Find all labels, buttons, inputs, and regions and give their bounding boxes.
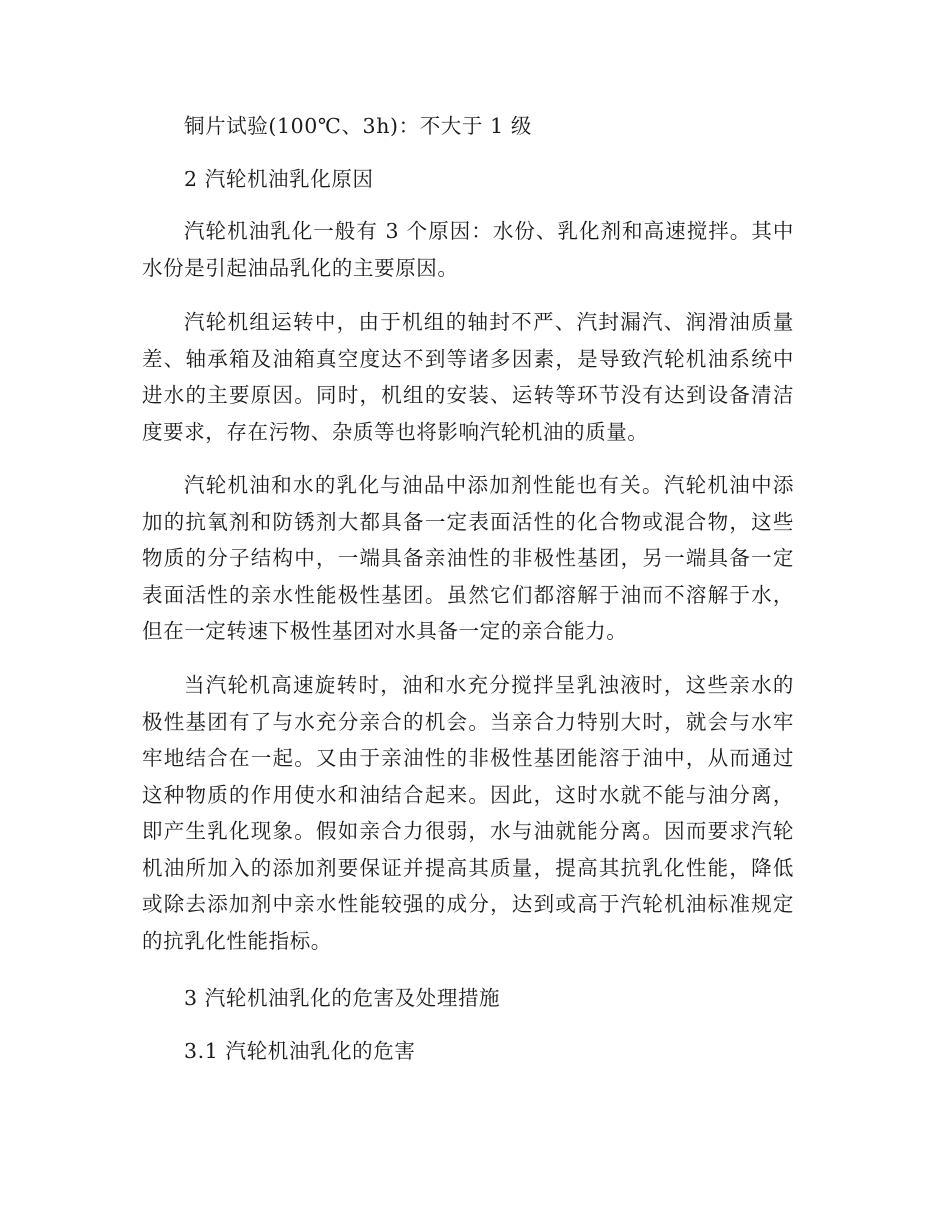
section-heading-2: 2 汽轮机油乳化原因 bbox=[184, 167, 374, 191]
paragraph-additives: 汽轮机油和水的乳化与油品中添加剂性能也有关。汽轮机油中添加的抗氧剂和防锈剂大都具备一定表面活性的化合物或混合物，这些物质的分子结构中，一端具备亲油性的非极性基团，另一端具备一定表面活性的亲水性能极性基团。虽然它们都溶解于油而不溶解于水，但在一定转速下极性基团对水具备一定的亲合能力。 bbox=[142, 473, 794, 643]
paragraph-emulsion-causes: 汽轮机油乳化一般有 3 个原因：水份、乳化剂和高速搅拌。其中水份是引起油品乳化的主要原因。 bbox=[142, 219, 794, 280]
section-heading-3: 3 汽轮机油乳化的危害及处理措施 bbox=[184, 986, 501, 1010]
subsection-heading-3-1: 3.1 汽轮机油乳化的危害 bbox=[184, 1039, 416, 1063]
paragraph-emulsion-mechanism: 当汽轮机高速旋转时，油和水充分搅拌呈乳浊液时，这些亲水的极性基团有了与水充分亲合的机会。当亲合力特别大时，就会与水牢牢地结合在一起。又由于亲油性的非极性基团能溶于油中，从而通过这种物质的作用使水和油结合起来。因此，这时水就不能与油分离，即产生乳化现象。假如亲合力很弱，水与油就能分离。因而要求汽轮机油所加入的添加剂要保证并提高其质量，提高其抗乳化性能，降低或除去添加剂中亲水性能较强的成分，达到或高于汽轮机油标准规定的抗乳化性能指标。 bbox=[142, 673, 794, 953]
copper-test-line: 铜片试验(100℃、3h)：不大于 1 级 bbox=[184, 114, 532, 138]
paragraph-water-ingress: 汽轮机组运转中，由于机组的轴封不严、汽封漏汽、润滑油质量差、轴承箱及油箱真空度达不到等诸多因素，是导致汽轮机油系统中进水的主要原因。同时，机组的安装、运转等环节没有达到设备清洁度要求，存在污物、杂质等也将影响汽轮机油的质量。 bbox=[142, 310, 794, 444]
